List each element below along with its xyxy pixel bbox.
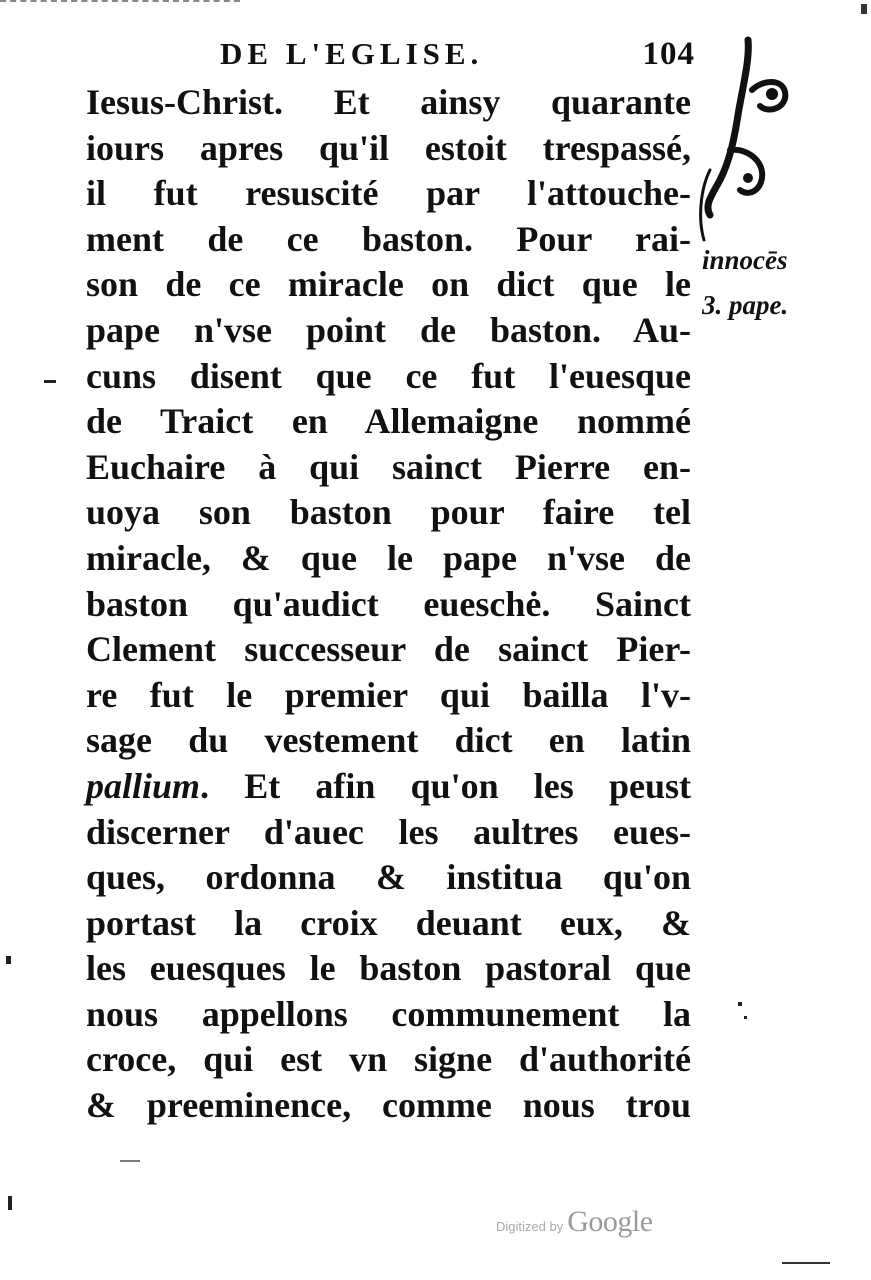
text-line: de Traict en Allemaigne nommé (86, 401, 691, 442)
text-line: baston qu'audict eueschė. Sainct (86, 583, 691, 624)
ink-speck (44, 380, 56, 383)
text-line: discerner d'auec les aultres eues- (86, 811, 691, 852)
text-line: ment de ce baston. Pour rai- (86, 218, 691, 259)
text-line: pape n'vse point de baston. Au- (86, 309, 691, 350)
scan-corner-mark (861, 4, 867, 14)
italic-word: pallium (86, 765, 201, 806)
ink-speck (6, 956, 11, 964)
margin-note: innocēs (702, 245, 788, 275)
text-line: Iesus-Christ. Et ainsy quarante (86, 82, 691, 122)
running-head: DE L'EGLISE. (220, 36, 484, 71)
page-number: 104 (642, 36, 695, 72)
text-line: croce, qui est vn signe d'authorité (86, 1039, 691, 1080)
ink-speck (744, 1016, 747, 1019)
text-line: son de ce miracle on dict que le (86, 264, 691, 305)
google-logo: Google (567, 1205, 653, 1238)
text-line: Euchaire à qui sainct Pierre en- (86, 446, 691, 487)
page-header (210, 36, 695, 84)
text-line: il fut resuscité par l'attouche- (86, 173, 691, 214)
body-text (86, 80, 691, 1129)
watermark-prefix: Digitized by (496, 1219, 564, 1234)
text-line: uoya son baston pour faire tel (86, 492, 691, 533)
text-line: les euesques le baston pastoral que (86, 948, 691, 989)
text-line: Clement successeur de sainct Pier- (86, 629, 691, 670)
text-line: pallium. Et afin qu'on les peust (86, 765, 691, 806)
text-line: ques, ordonna & institua qu'on (86, 857, 691, 898)
ink-speck (120, 1160, 140, 1162)
handwritten-ink-mark (690, 30, 800, 250)
text-line: miracle, & que le pape n'vse de (86, 537, 691, 578)
text-line: cuns disent que ce fut l'euesque (86, 355, 691, 396)
scan-edge-mark (0, 0, 240, 8)
text-line: sage du vestement dict en latin (86, 720, 691, 761)
margin-note: 3. pape. (702, 290, 789, 320)
ink-speck (738, 1002, 742, 1006)
scan-edge-rule (782, 1262, 830, 1264)
text-line: re fut le premier qui bailla l'v- (86, 674, 691, 715)
digitized-watermark (496, 1205, 653, 1239)
text-line: iours apres qu'il estoit trespassé, (86, 127, 691, 168)
text-line: portast la croix deuant eux, & (86, 902, 691, 943)
text-line: nous appellons communement la (86, 993, 691, 1034)
text-line: & preeminence, comme nous trou (86, 1085, 691, 1126)
ink-speck (8, 1196, 12, 1210)
